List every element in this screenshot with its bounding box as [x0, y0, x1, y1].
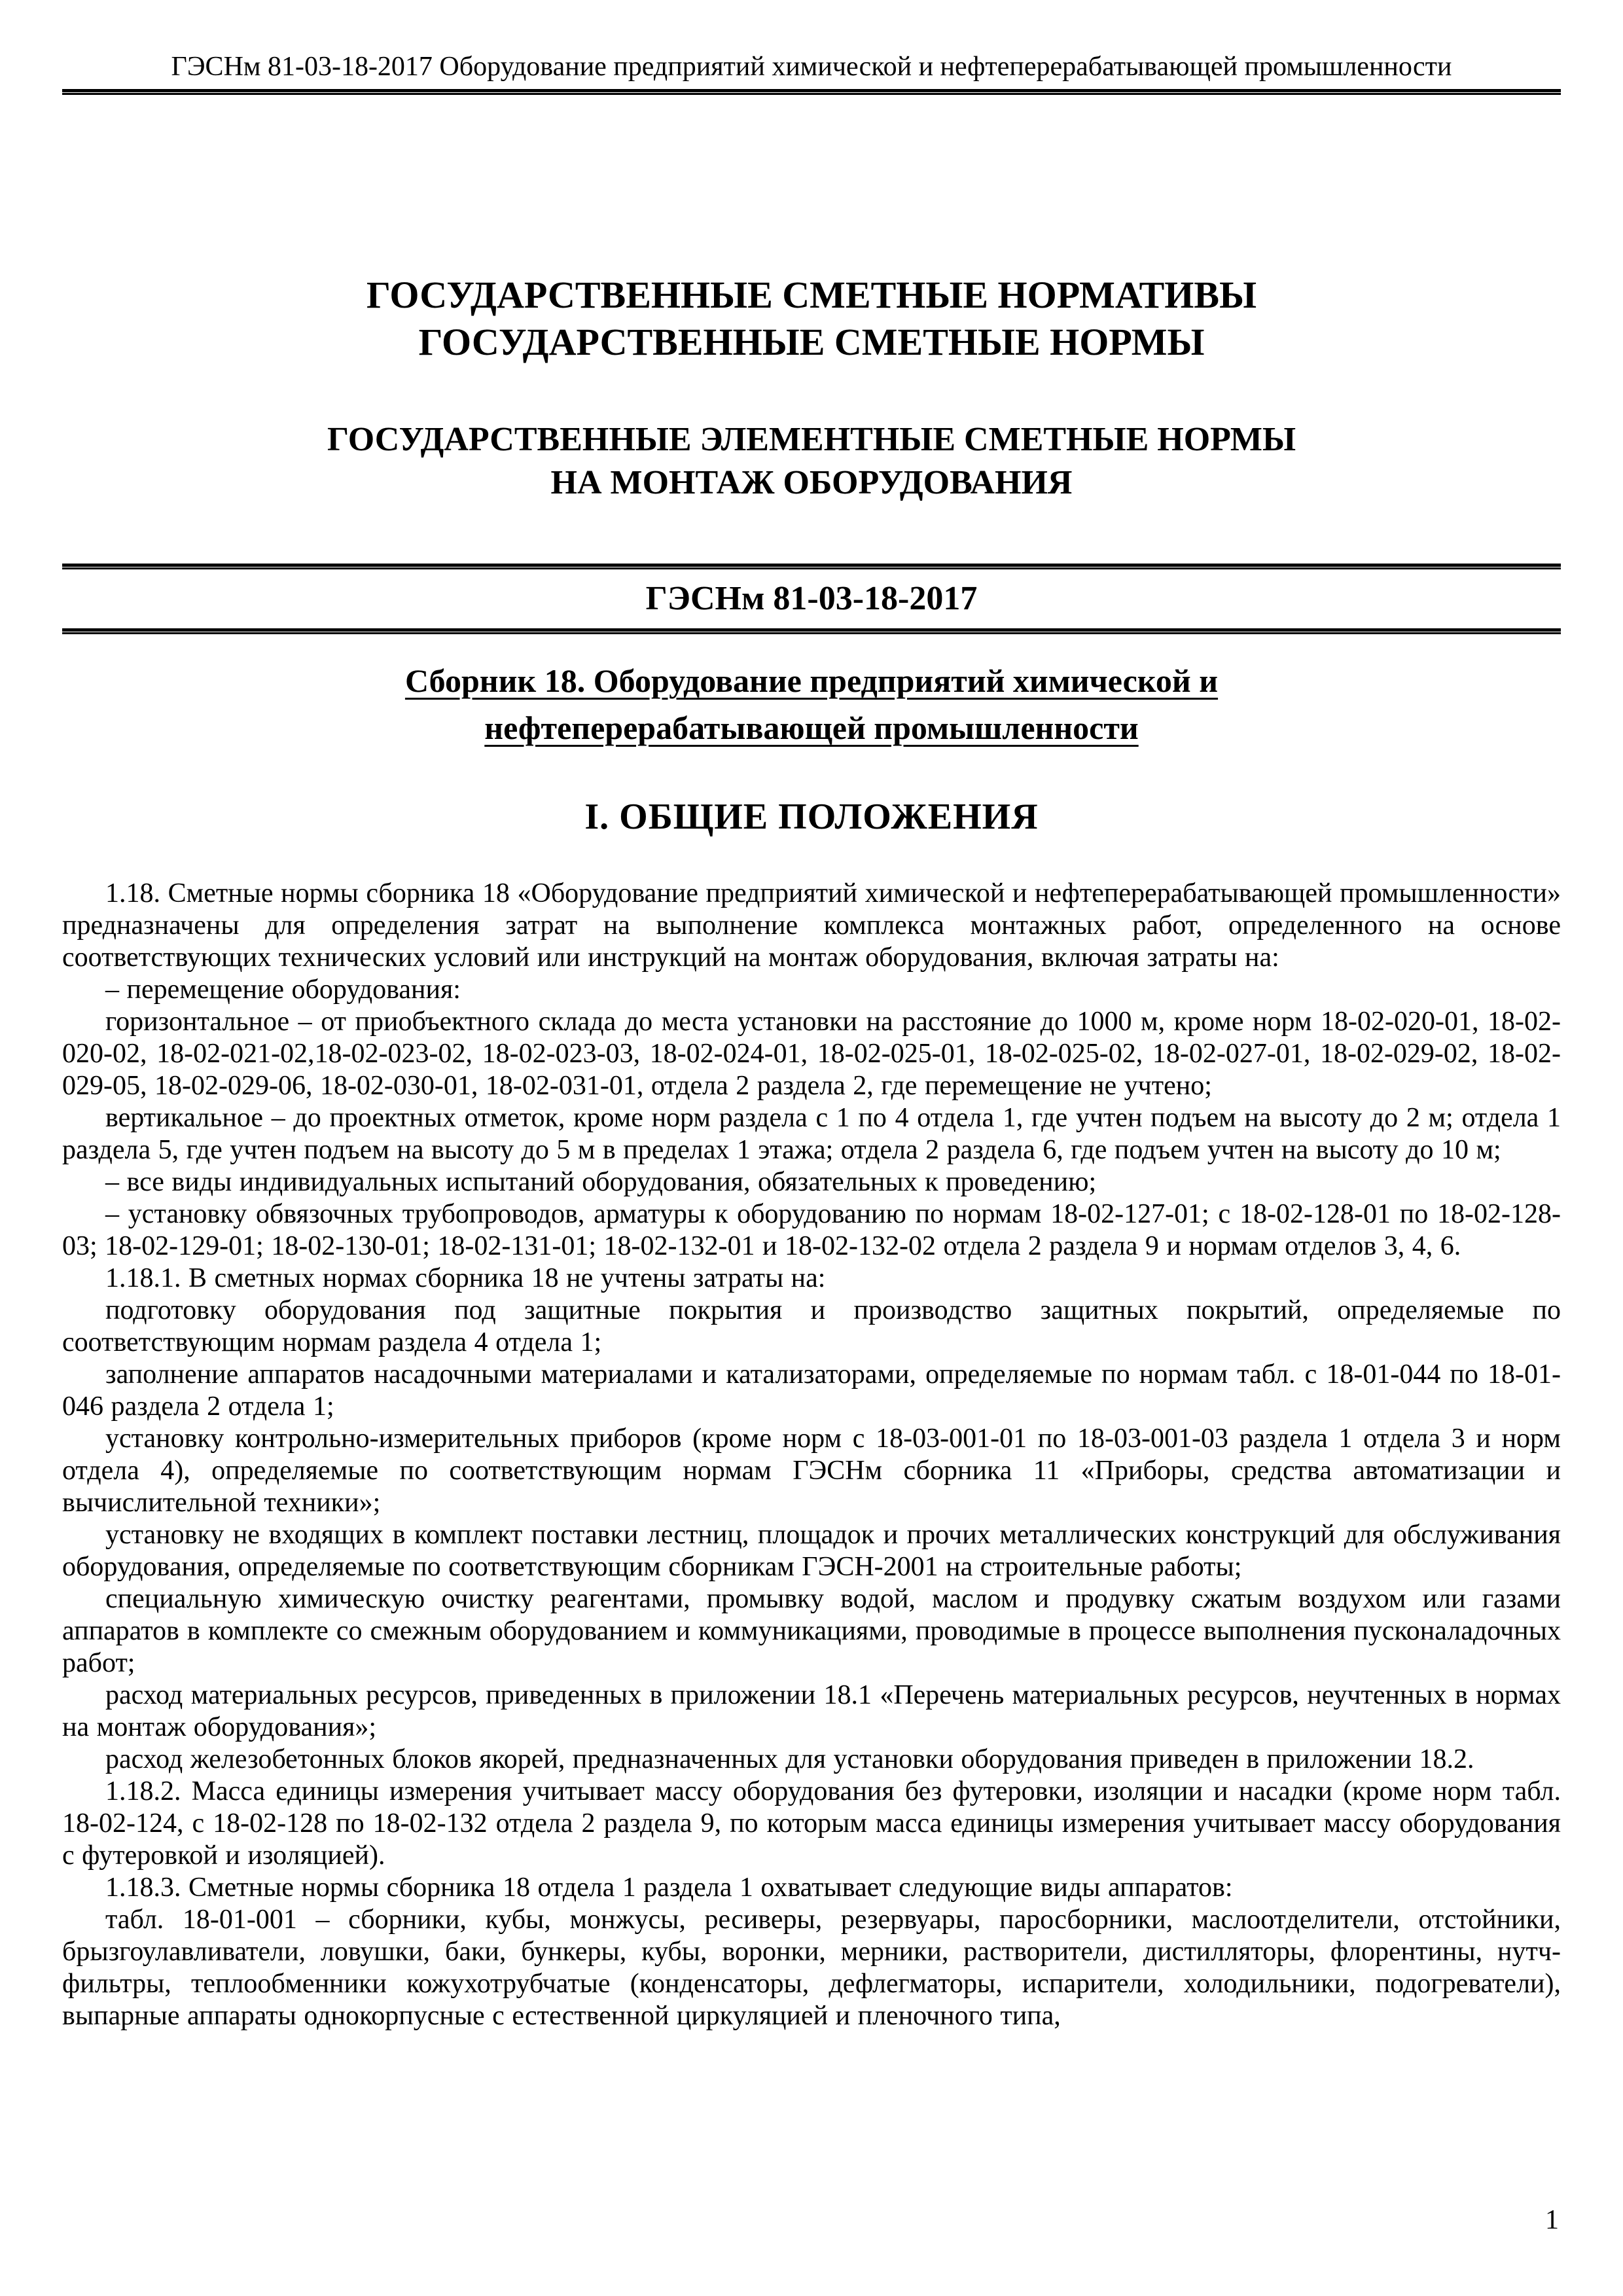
main-title-line2: ГОСУДАРСТВЕННЫЕ СМЕТНЫЕ НОРМЫ: [418, 321, 1205, 364]
paragraph-1-18-3: 1.18.3. Сметные нормы сборника 18 отдела 1 раздела 1 охватывает следующие виды аппаратов:: [105, 1873, 1233, 1903]
sub-title-line1: ГОСУДАРСТВЕННЫЕ ЭЛЕМЕНТНЫЕ СМЕТНЫЕ НОРМЫ: [327, 421, 1296, 459]
collection-title: [62, 657, 1561, 751]
main-title: [62, 272, 1561, 366]
paragraph-structures: установку не входящих в комплект поставки лестниц, площадок и прочих металлических конструкций для обслуживания оборудования, определяемые по соответствующим сборникам ГЭСН-2001 на строительные работы;: [62, 1520, 1561, 1583]
doc-code: ГЭСНм 81-03-18-2017: [645, 580, 978, 618]
paragraph-piping: – установку обвязочных трубопроводов, арматуры к оборудованию по нормам 18-02-127-01; с 18-02-128-01 по 18-02-128-03; 18-02-129-01; 18-02-130-01; 18-02-131-01; 18-02-132-01 и 18-02-132-02 отдела 2 раздела 9 и нормам отделов 3, 4, 6.: [62, 1199, 1561, 1262]
doc-code-band: [62, 564, 1561, 634]
paragraph-1-18: 1.18. Сметные нормы сборника 18 «Оборудование предприятий химической и нефтеперерабатывающей промышленности» предназначены для определения затрат на выполнение комплекса монтажных работ, определенного на основе соответствующих технических условий или инструкций на монтаж оборудования, включая затраты на:: [62, 878, 1561, 973]
paragraph-table-18-01-001: табл. 18-01-001 – сборники, кубы, монжусы, ресиверы, резервуары, паросборники, маслоотделители, отстойники, брызгоулавливатели, ловушки, баки, бункеры, кубы, воронки, мерники, растворители, дистилляторы, флорентины, нутч-фильтры, теплообменники кожухотрубчатые (конденсаторы, дефлегматоры, испарители, холодильники, подогреватели), выпарные аппараты однокорпусные с естественной циркуляцией и пленочного типа,: [62, 1905, 1561, 2032]
paragraph-materials: расход материальных ресурсов, приведенных в приложении 18.1 «Перечень материальных ресурсов, неучтенных в нормах на монтаж оборудования»;: [62, 1680, 1561, 1743]
main-title-line1: ГОСУДАРСТВЕННЫЕ СМЕТНЫЕ НОРМАТИВЫ: [366, 274, 1257, 317]
paragraph-1-18-1: 1.18.1. В сметных нормах сборника 18 не учтены затраты на:: [105, 1263, 826, 1294]
paragraph-movement: – перемещение оборудования:: [105, 975, 461, 1005]
paragraph-coatings: подготовку оборудования под защитные покрытия и производство защитных покрытий, определяемые по соответствующим нормам раздела 4 отдела 1;: [62, 1295, 1561, 1358]
body-text: [62, 878, 1561, 2032]
paragraph-1-18-2: 1.18.2. Масса единицы измерения учитывает массу оборудования без футеровки, изоляции и насадки (кроме норм табл. 18-02-124, с 18-02-128 по 18-02-132 отдела 2 раздела 9, по которым масса единицы измерения учитывает массу оборудования с футеровкой и изоляцией).: [62, 1776, 1561, 1871]
sub-title-line2: НА МОНТАЖ ОБОРУДОВАНИЯ: [550, 464, 1073, 502]
header-divider-double-rule: [62, 89, 1561, 95]
section-heading: I. ОБЩИЕ ПОЛОЖЕНИЯ: [584, 797, 1039, 838]
paragraph-tests: – все виды индивидуальных испытаний оборудования, обязательных к проведению;: [105, 1167, 1097, 1198]
paragraph-filling: заполнение аппаратов насадочными материалами и катализаторами, определяемые по нормам табл. с 18-01-044 по 18-01-046 раздела 2 отдела 1;: [62, 1359, 1561, 1422]
doc-code-bottom-rule: [62, 628, 1561, 634]
page-header: [62, 51, 1561, 95]
collection-title-line2: нефтеперерабатывающей промышленности: [484, 709, 1139, 747]
collection-title-line1: Сборник 18. Оборудование предприятий химической и: [404, 662, 1219, 700]
paragraph-anchors: расход железобетонных блоков якорей, предназначенных для установки оборудования приведен в приложении 18.2.: [105, 1744, 1474, 1775]
page-number: 1: [1545, 2205, 1559, 2235]
sub-title: [62, 418, 1561, 505]
paragraph-horizontal: горизонтальное – от приобъектного склада до места установки на расстояние до 1000 м, кроме норм 18-02-020-01, 18-02-020-02, 18-02-021-02,18-02-023-02, 18-02-023-03, 18-02-024-01, 18-02-025-01, 18-02-025-02, 18-02-027-01, 18-02-029-02, 18-02-029-05, 18-02-029-06, 18-02-030-01, 18-02-031-01, отдела 2 раздела 2, где перемещение не учтено;: [62, 1007, 1561, 1102]
paragraph-vertical: вертикальное – до проектных отметок, кроме норм раздела с 1 по 4 отдела 1, где учтен подъем на высоту до 2 м; отдела 1 раздела 5, где учтен подъем на высоту до 5 м в пределах 1 этажа; отдела 2 раздела 6, где подъем учтен на высоту до 10 м;: [62, 1103, 1561, 1166]
doc-code-top-rule: [62, 564, 1561, 569]
paragraph-instruments: установку контрольно-измерительных приборов (кроме норм с 18-03-001-01 по 18-03-001-03 раздела 1 отдела 3 и норм отдела 4), определяемые по соответствующим нормам ГЭСНм сборника 11 «Приборы, средства автоматизации и вычислительной техники»;: [62, 1424, 1561, 1518]
paragraph-cleaning: специальную химическую очистку реагентами, промывку водой, маслом и продувку сжатым воздухом или газами аппаратов в комплекте со смежным оборудованием и коммуникациями, проводимые в процессе выполнения пусконаладочных работ;: [62, 1584, 1561, 1679]
running-header: ГЭСНм 81-03-18-2017 Оборудование предприятий химической и нефтеперерабатывающей промышленности: [171, 52, 1452, 82]
